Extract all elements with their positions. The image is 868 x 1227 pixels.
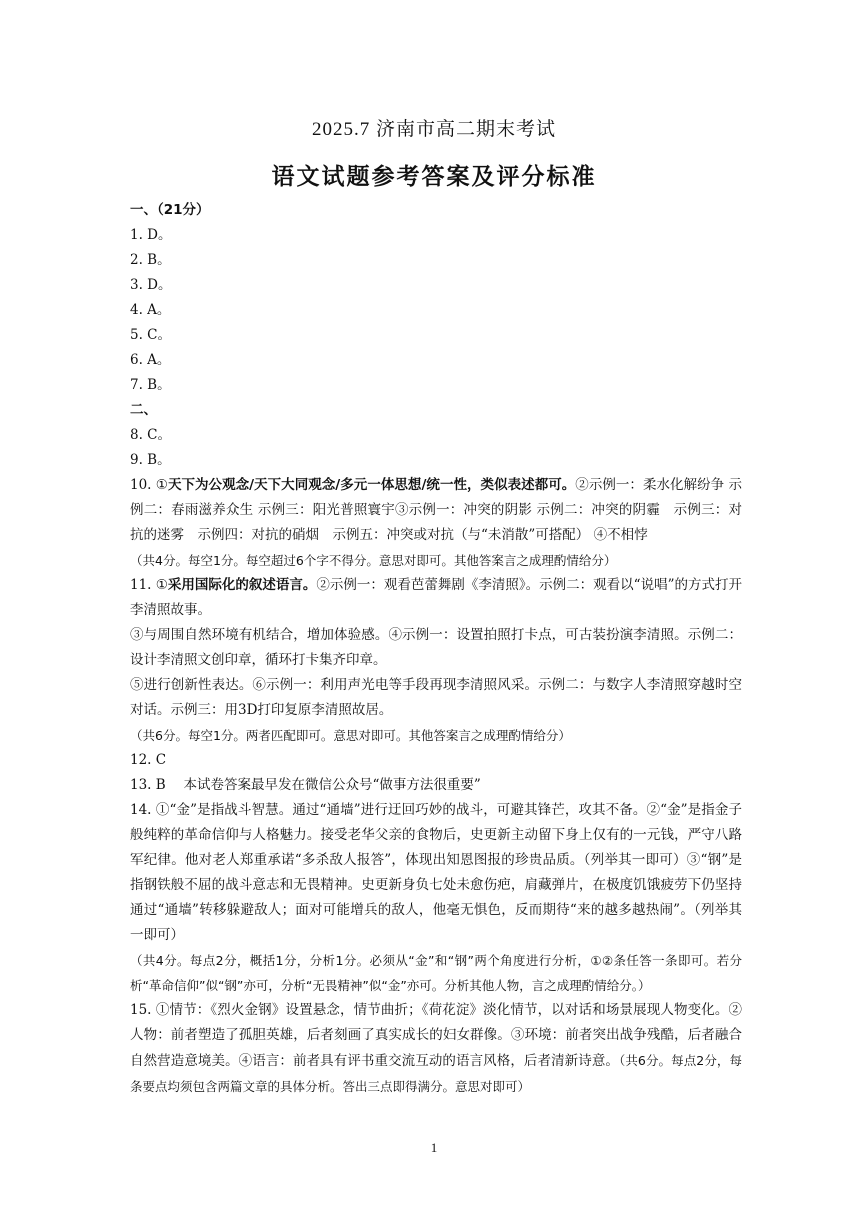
answer-q15 — [130, 998, 742, 1100]
answer-key-point: 采用国际化的叙述语言。 — [167, 577, 317, 593]
answer-item: 6. A。 — [130, 352, 171, 368]
exam-title: 2025.7 济南市高二期末考试 — [311, 119, 556, 140]
scoring-note: （共6分。每点2分，每条要点均须包含两篇文章的具体分析。答出三点即得满分。意思对即可） — [130, 1053, 743, 1094]
answer-q10 — [130, 473, 742, 548]
section-heading: 一、（21分） — [130, 202, 210, 218]
answer-number: 11. ① — [130, 577, 168, 593]
answer-item: 9. B。 — [130, 452, 171, 468]
answer-number: 10. ① — [130, 477, 168, 493]
answer-q14: 14. ①“金”是指战斗智慧。通过“通墙”进行迂回巧妙的战斗，可避其锋芒，攻其不备。②“金”是指金子般纯粹的革命信仰与人格魅力。接受老华父亲的食物后，史更新主动留下身上仅有的一元钱，严守八路军纪律。他对老人郑重承诺“多杀敌人报答”，体现出知恩图报的珍贵品质。（列举其一即可）③“钢”是指钢铁般不屈的战斗意志和无畏精神。史更新身负七处未愈伤疤，肩藏弹片，在极度饥饿疲劳下仍坚持通过“通墙”转移躲避敌人；面对可能增兵的敌人，他毫无惧色，反而期待“来的越多越热闹”。（列举其一即可） — [130, 802, 742, 943]
answer-q11 — [130, 573, 742, 623]
answer-item: 13. B 本试卷答案最早发在微信公众号“做事方法很重要” — [130, 777, 481, 793]
answer-text: 15. ①情节：《烈火金钢》设置悬念，情节曲折；《荷花淀》淡化情节，以对话和场景展现人物变化。②人物：前者塑造了孤胆英雄，后者刻画了真实成长的妇女群像。③环境：前者突出战争残酷，后者融合自然营造意境美。④语言：前者具有评书重交流互动的语言风格，后者清新诗意。 — [130, 1002, 742, 1069]
section-heading: 二、 — [130, 402, 157, 418]
answer-paragraph: ⑤进行创新性表达。⑥示例一：利用声光电等手段再现李清照风采。示例二：与数字人李清照穿越时空对话。示例三：用3D打印复原李清照故居。 — [130, 677, 742, 718]
answer-text: ②示例一：观看芭蕾舞剧《李清照》。示例二：观看以“说唱”的方式打开李清照故事。 — [130, 577, 742, 618]
answer-item: 4. A。 — [130, 302, 171, 318]
answer-text: ②示例一：柔水化解纷争 示例二：春雨滋养众生 示例三：阳光普照寰宇③示例一：冲突的阴影 示例二：冲突的阴霾 示例三：对抗的迷雾 示例四：对抗的硝烟 示例五：冲突或对抗（与“未消散”可搭配） ④不相悖 — [130, 477, 742, 543]
answer-item: 12. C — [130, 752, 167, 768]
scoring-note: （共6分。每空1分。两者匹配即可。意思对即可。其他答案言之成理酌情给分） — [130, 728, 571, 743]
answer-item: 1. D。 — [130, 227, 172, 243]
page-number: 1 — [430, 1140, 438, 1155]
document-title: 语文试题参考答案及评分标准 — [271, 164, 597, 190]
answer-key-point: 天下为公观念/天下大同观念/多元一体思想/统一性，类似表述都可。 — [167, 477, 576, 493]
answer-paragraph: ③与周围自然环境有机结合，增加体验感。④示例一：设置拍照打卡点，可古装扮演李清照。示例二：设计李清照文创印章，循环打卡集齐印章。 — [130, 627, 742, 668]
answer-content — [130, 198, 742, 1100]
answer-item: 3. D。 — [130, 277, 172, 293]
scoring-note: （共4分。每空1分。每空超过6个字不得分。意思对即可。其他答案言之成理酌情给分） — [130, 553, 617, 568]
answer-item: 2. B。 — [130, 252, 171, 268]
answer-item: 8. C。 — [130, 427, 172, 443]
scoring-note: （共4分。每点2分，概括1分，分析1分。必须从“金”和“钢”两个角度进行分析，①②条任答一条即可。若分析“革命信仰”似“钢”亦可，分析“无畏精神”似“金”亦可。分析其他人物，言之成理酌情给分。） — [130, 953, 742, 993]
answer-item: 7. B。 — [130, 377, 171, 393]
answer-item: 5. C。 — [130, 327, 172, 343]
